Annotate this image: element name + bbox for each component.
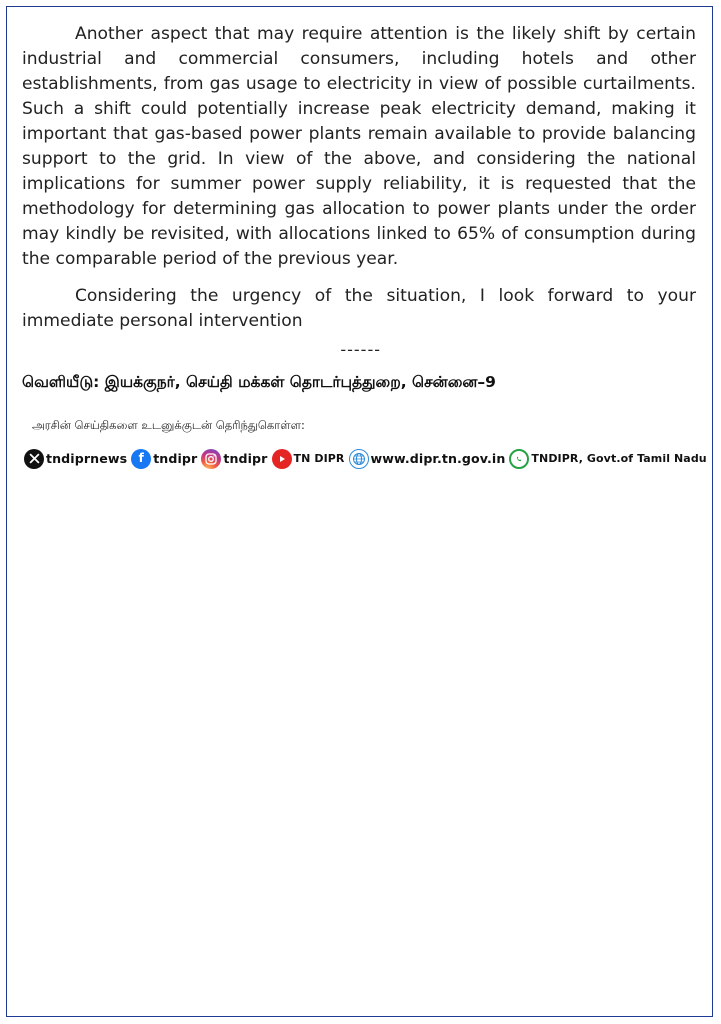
social-x-label: tndiprnews <box>46 451 128 466</box>
social-website[interactable] <box>349 446 506 471</box>
social-instagram-label: tndipr <box>223 451 268 466</box>
whatsapp-icon <box>509 449 529 469</box>
separator-dashes: ------ <box>340 340 381 359</box>
x-icon <box>24 449 44 469</box>
social-instagram[interactable] <box>201 446 267 471</box>
globe-icon <box>349 449 369 469</box>
document-body <box>22 22 707 471</box>
release-line: வெளியீடு: இயக்குநர், செய்தி மக்கள் தொடர்புத்துறை, சென்னை–9 <box>22 373 496 391</box>
facebook-icon: f <box>131 449 151 469</box>
social-whatsapp-label: TNDIPR, Govt.of Tamil Nadu <box>531 452 707 465</box>
follow-line: அரசின் செய்திகளை உடனுக்குடன் தெரிந்துகொள்ள: <box>32 418 305 432</box>
social-facebook[interactable] <box>131 446 197 471</box>
social-x[interactable] <box>24 446 127 471</box>
social-whatsapp[interactable] <box>509 446 706 471</box>
instagram-icon <box>201 449 221 469</box>
social-facebook-label: tndipr <box>153 451 198 466</box>
body-paragraph-2: Considering the urgency of the situation, I look forward to your immediate personal intervention <box>22 286 696 331</box>
social-links <box>24 446 707 471</box>
social-youtube-label: TN DIPR <box>293 452 345 465</box>
social-youtube[interactable] <box>272 446 345 471</box>
body-paragraph-1: Another aspect that may require attention is the likely shift by certain industrial and commercial consumers, including hotels and other establishments, from gas usage to electricity in view of possible curtailments. Such a shift could potentially increase peak electricity demand, making it important that gas-based power plants remain available to provide balancing support to the grid. In view of the above, and considering the national implications for summer power supply reliability, it is requested that the methodology for determining gas allocation to power plants under the order may kindly be revisited, with allocations linked to 65% of consumption during the comparable period of the previous year. <box>22 24 696 269</box>
youtube-icon <box>272 449 292 469</box>
social-website-label: www.dipr.tn.gov.in <box>370 451 506 466</box>
